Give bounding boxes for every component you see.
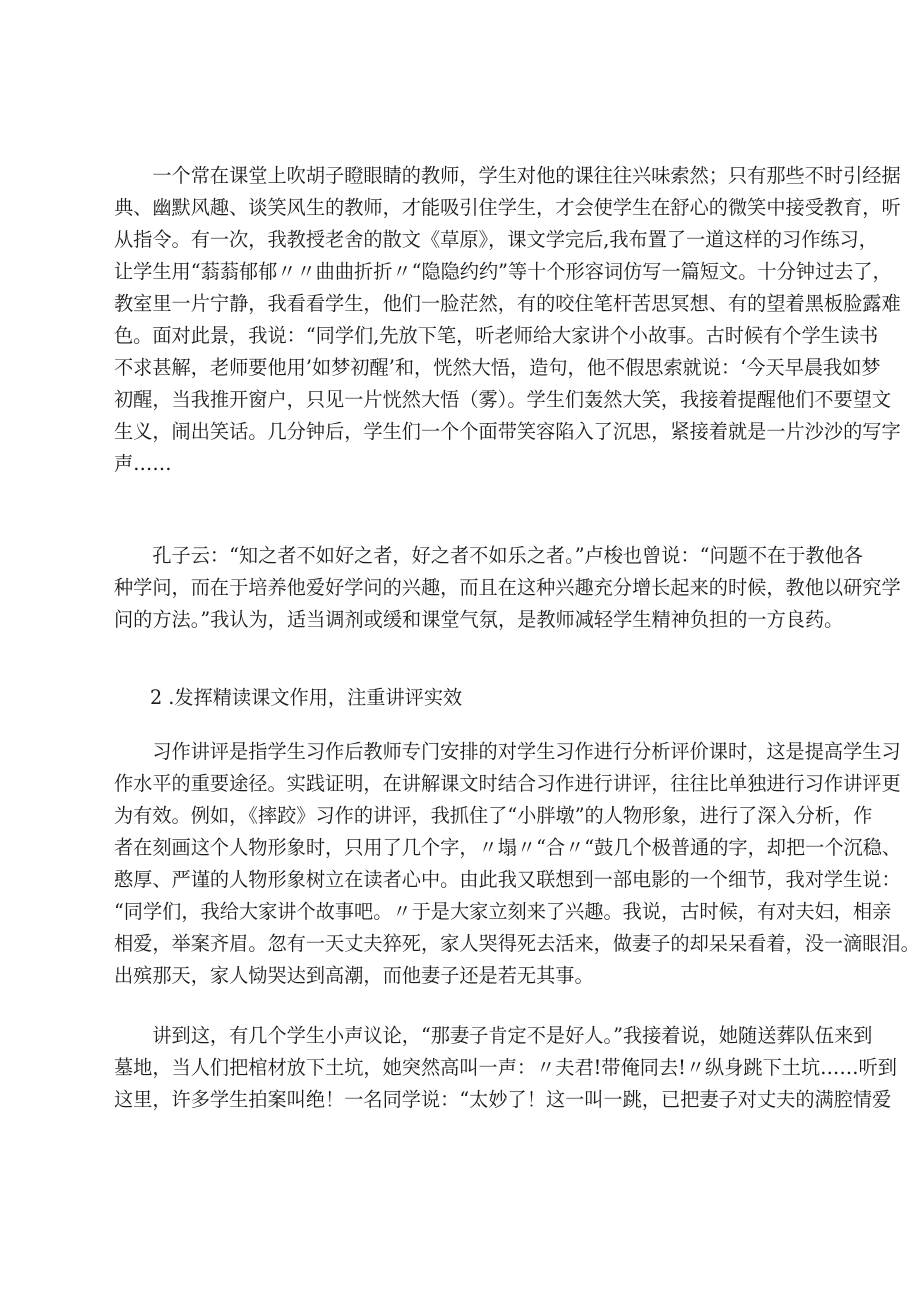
text-line: 教室里一片宁静，我看看学生，他们一脸茫然，有的咬住笔杆苦思冥想、有的望着黑板脸露难 xyxy=(114,292,901,315)
paragraph-humor-in-class xyxy=(114,160,901,480)
text-line: 孔子云：“知之者不如好之者，好之者不如乐之者。”卢梭也曾说：“问题不在于教他各 xyxy=(114,544,863,567)
text-line: 种学问，而在于培养他爱好学问的兴趣，而且在这种兴趣充分增长起来的时候，教他以研究学 xyxy=(114,576,901,599)
section-heading: 2 .发挥精读课文作用，注重讲评实效 xyxy=(150,686,463,709)
text-line: 这里，许多学生拍案叫绝！一名同学说：“太妙了！这一叫一跳，已把妻子对丈夫的满腔情爱 xyxy=(114,1088,892,1111)
text-line: 声…… xyxy=(114,452,172,475)
text-line: 憨厚、严谨的人物形象树立在读者心中。由此我又联想到一部电影的一个细节，我对学生说： xyxy=(114,868,901,891)
text-line: “同学们，我给大家讲个故事吧。〃于是大家立刻来了兴趣。我说，古时候，有对夫妇，相亲 xyxy=(114,900,892,923)
paragraph-confucius-quote xyxy=(114,540,901,636)
text-line: 作水平的重要途径。实践证明，在讲解课文时结合习作进行讲评，往往比单独进行习作讲评更 xyxy=(114,772,901,795)
text-line: 相爱，举案齐眉。忽有一天丈夫猝死，家人哭得死去活来，做妻子的却呆呆看着，没一滴眼泪。 xyxy=(114,932,920,955)
text-line: 讲到这，有几个学生小声议论，“那妻子肯定不是好人。”我接着说，她随送葬队伍来到 xyxy=(114,1024,873,1047)
text-line: 习作讲评是指学生习作后教师专门安排的对学生习作进行分析评价课时，这是提高学生习 xyxy=(114,740,901,763)
text-line: 一个常在课堂上吹胡子瞪眼睛的教师，学生对他的课往往兴味索然；只有那些不时引经据 xyxy=(114,164,901,187)
text-line: 典、幽默风趣、谈笑风生的教师，才能吸引住学生，才会使学生在舒心的微笑中接受教育，听 xyxy=(114,196,901,219)
text-line: 让学生用“蓊蓊郁郁〃〃曲曲折折〃“隐隐约约”等十个形容词仿写一篇短文。十分钟过去了， xyxy=(114,260,892,283)
text-line: 色。面对此景，我说：“同学们,先放下笔，听老师给大家讲个小故事。古时候有个学生读书 xyxy=(114,324,879,347)
text-line: 不求甚解，老师要他用’如梦初醒’和，恍然大悟，造句，他不假思索就说：‘今天早晨我如梦 xyxy=(114,356,881,379)
paragraph-story-continues xyxy=(114,1020,897,1116)
text-line: 初醒，当我推开窗户，只见一片恍然大悟（雾）。学生们轰然大笑，我接着提醒他们不要望文 xyxy=(114,388,892,411)
text-line: 生义，闹出笑话。几分钟后，学生们一个个面带笑容陷入了沉思，紧接着就是一片沙沙的写字 xyxy=(114,420,901,443)
text-line: 从指令。有一次，我教授老舍的散文《草原》，课文学完后,我布置了一道这样的习作练习， xyxy=(114,228,878,251)
text-line: 问的方法。”我认为，适当调剂或缓和课堂气氛，是教师减轻学生精神负担的一方良药。 xyxy=(114,608,844,631)
text-line: 者在刻画这个人物形象时，只用了几个字，〃塌〃“合〃“鼓几个极普通的字，却把一个沉稳、 xyxy=(114,836,902,859)
paragraph-writing-review xyxy=(114,736,920,992)
text-line: 出殡那天，家人恸哭达到高潮，而他妻子还是若无其事。 xyxy=(114,964,594,987)
text-line: 墓地，当人们把棺材放下土坑，她突然高叫一声：〃夫君!带俺同去!〃纵身跳下土坑……听到 xyxy=(114,1056,897,1079)
text-line: 为有效。例如，《摔跤》习作的讲评，我抓住了“小胖墩”的人物形象，进行了深入分析，作 xyxy=(114,804,873,827)
